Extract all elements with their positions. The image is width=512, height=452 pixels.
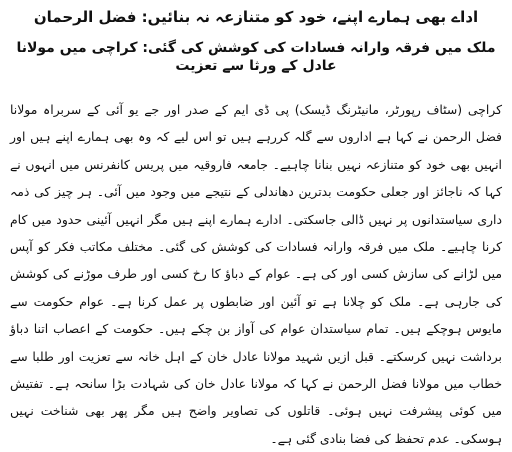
subheadline: ملک میں فرقہ وارانہ فسادات کی کوشش کی گئی: کراچی میں مولانا عادل کے ورثا سے تعزیت: [16, 40, 496, 74]
headline: اداے بھی ہمارے اپنے، خود کو متنازعہ نہ بنائیں: فضل الرحمان: [33, 8, 479, 26]
article-body: کراچی (سٹاف رپورٹر، مانیٹرنگ ڈیسک) پی ڈی ایم کے صدر اور جے یو آئی کے سربراہ مولانا فضل الرحمن نے کہا ہے اداروں سے گلہ کررہے ہیں تو اس لیے کہ وہ بھی ہمارے اپنے ہیں اور انہیں بھی خود کو متنازعہ نہیں بنانا چاہیے۔ جامعہ فاروقیہ میں پریس کانفرنس میں انہوں نے کہا کہ ناجائز اور جعلی حکومت بدترین دھاندلی کے نتیجے میں وجود میں آئی۔ ہر چیز کی ذمہ داری سیاستدانوں پر نہیں ڈالی جاسکتی۔ ادارے ہمارے اپنے ہیں مگر انہیں آئینی حدود میں کام کرنا چاہیے۔ ملک میں فرقہ وارانہ فسادات کی کوشش کی گئی۔ مختلف مکاتب فکر کو آپس میں لڑانے کی سازش کسی اور کی ہے۔ عوام کے دباؤ کا رخ کسی اور طرف موڑنے کی کوشش کی جارہی ہے۔ ملک کو چلانا ہے تو آئین اور ضابطوں پر عمل کرنا ہے۔ عوام حکومت سے مایوس ہوچکے ہیں۔ تمام سیاستدان عوام کی آواز بن چکے ہیں۔ حکومت کے اعصاب اتنا دباؤ برداشت نہیں کرسکتے۔ قبل ازیں شہید مولانا عادل خان کے اہل خانہ سے تعزیت اور طلبا سے خطاب میں مولانا فضل الرحمن نے کہا کہ مولانا عادل خان کی شہادت بڑا سانحہ ہے۔ تفتیش میں کوئی پیشرفت نہیں ہوئی۔ قاتلوں کی تصاویر واضح ہیں مگر پھر بھی شناخت نہیں ہوسکی۔ عدم تحفظ کی فضا بنادی گئی ہے۔: [10, 102, 502, 446]
